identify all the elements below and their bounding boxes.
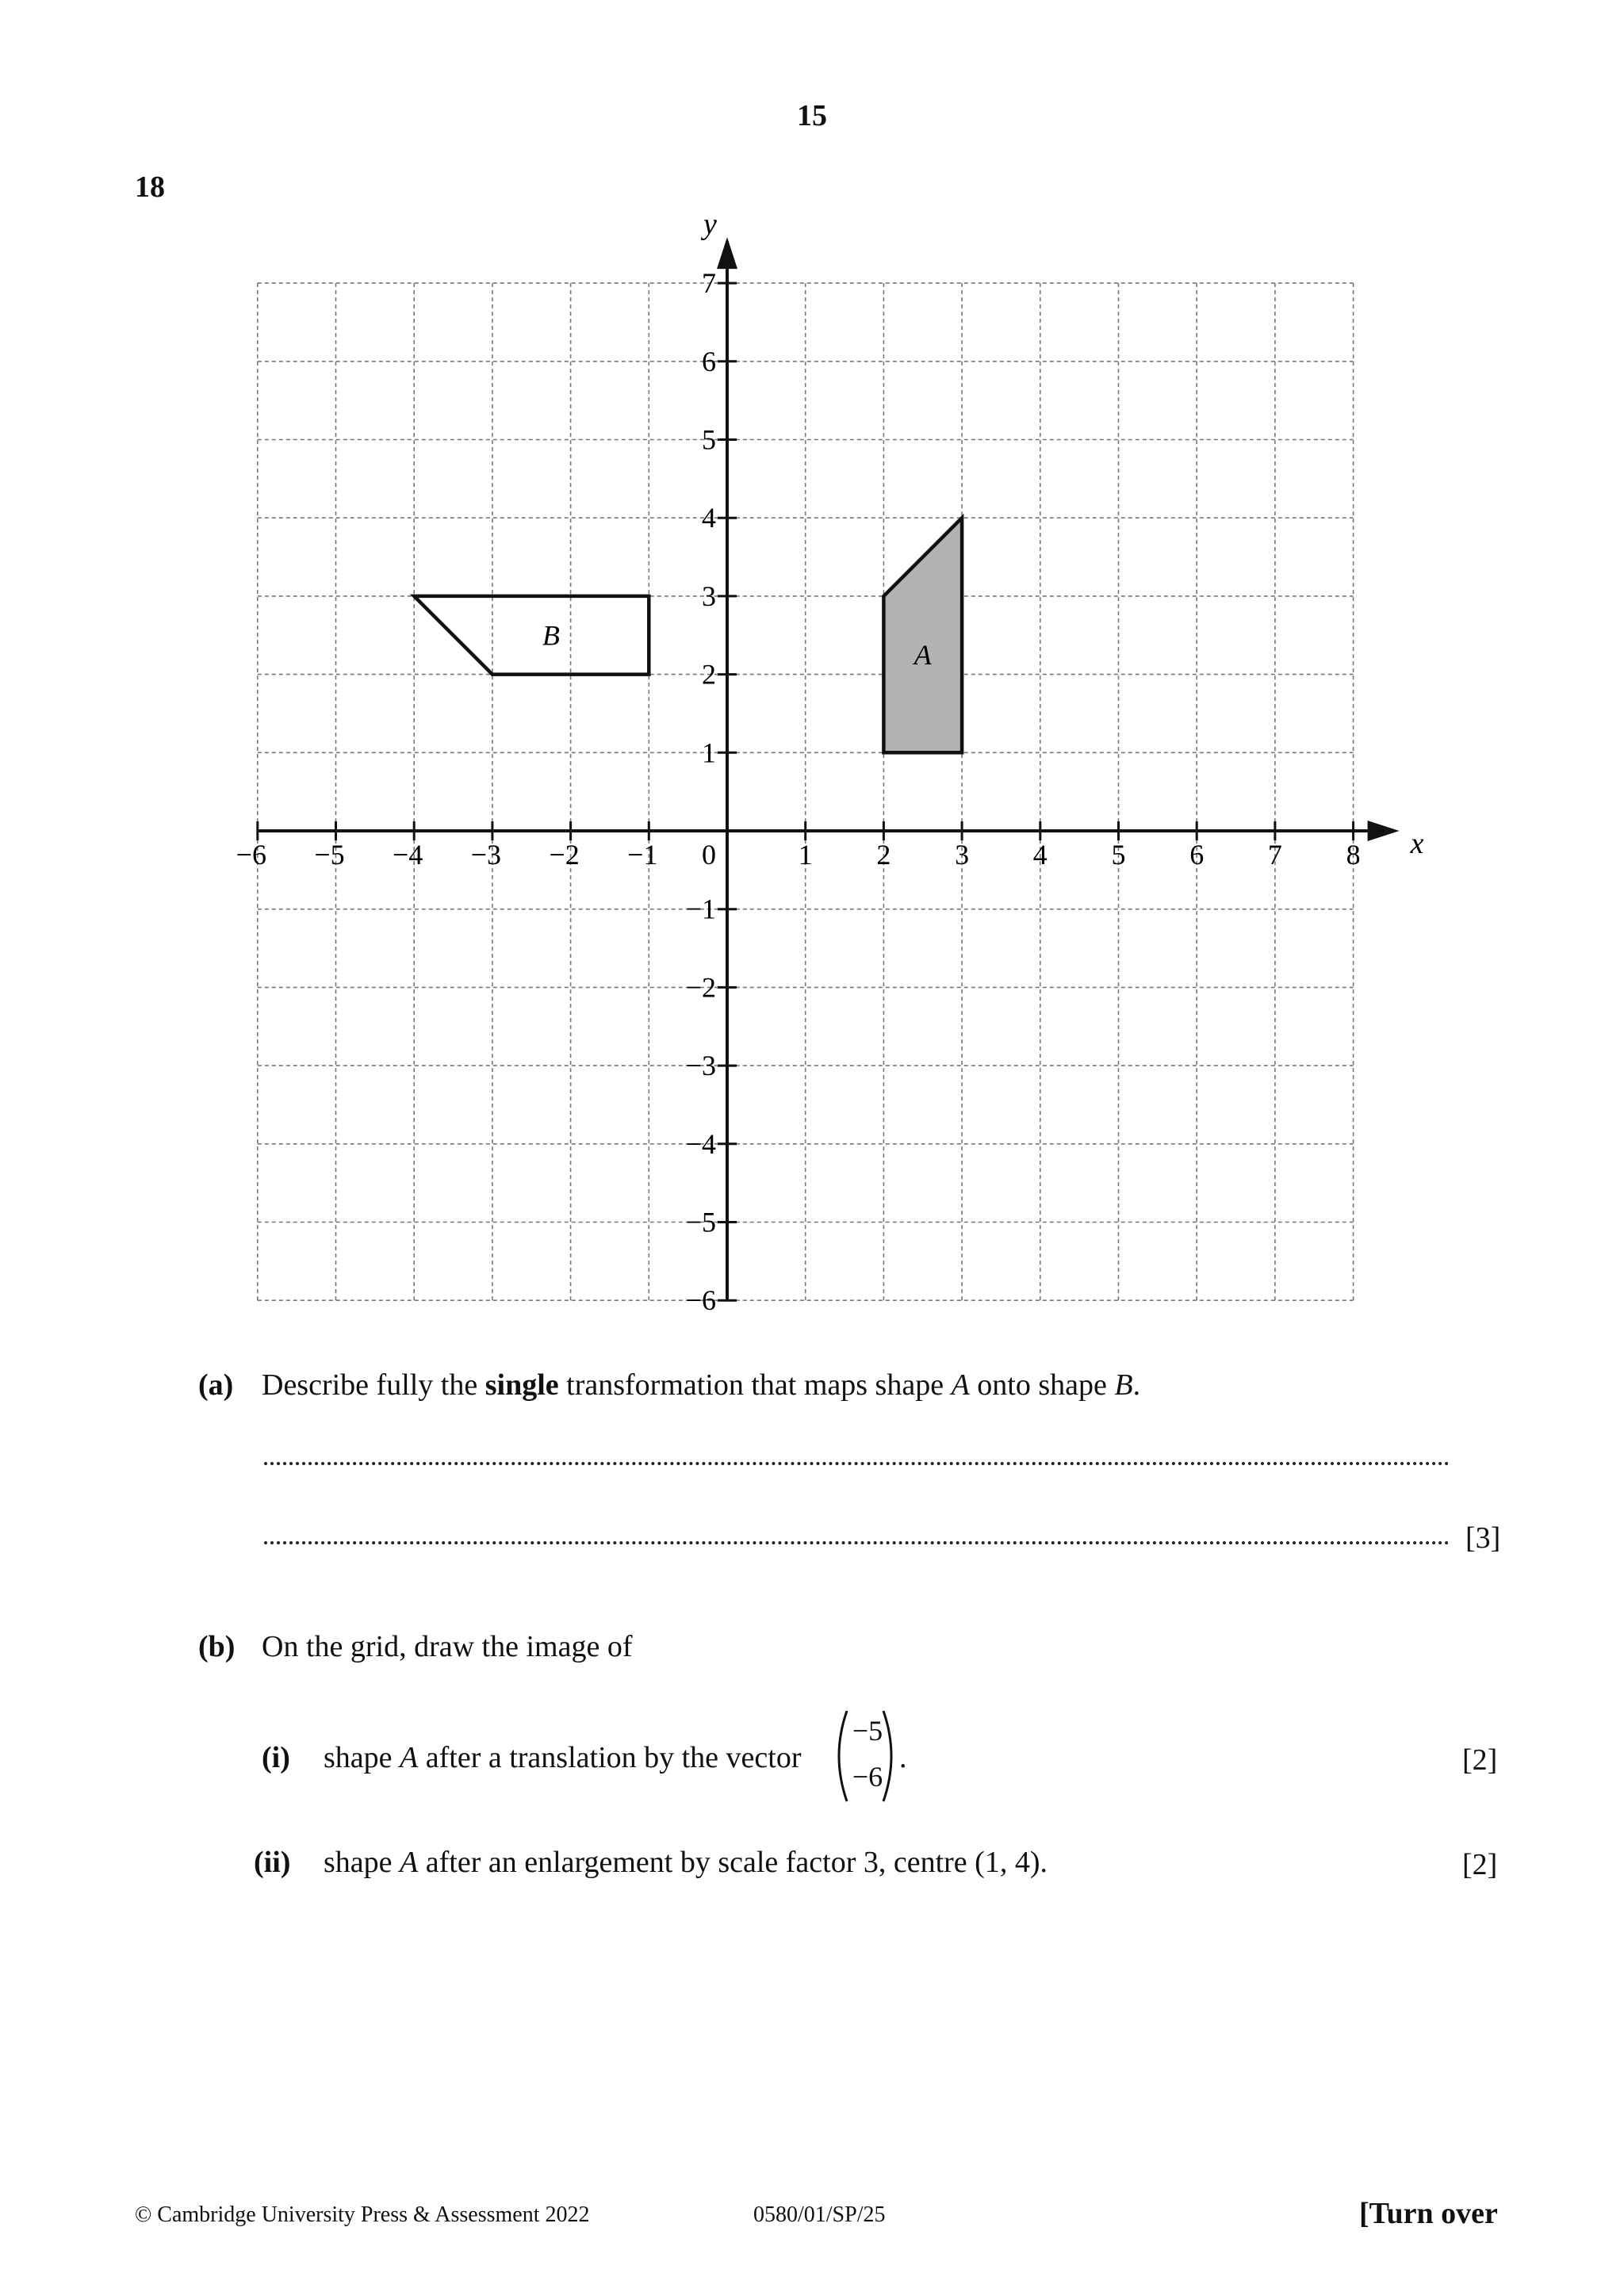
- footer-copyright: © Cambridge University Press & Assessment 2022: [135, 2202, 590, 2227]
- x-tick-label: 4: [1032, 839, 1048, 871]
- x-tick-label: 3: [955, 839, 970, 871]
- part-b-ii-text: shape A after an enlargement by scale factor 3, centre (1, 4).: [324, 1846, 1048, 1879]
- part-a-shape-b: B: [1114, 1368, 1133, 1402]
- x-axis-arrow: [1368, 821, 1400, 841]
- shape-label-a: A: [914, 638, 932, 671]
- y-tick-label: 6: [702, 345, 716, 377]
- part-a-label: (a): [198, 1368, 234, 1402]
- x-tick-label: −2: [549, 839, 580, 871]
- y-tick-label: −2: [685, 971, 716, 1004]
- footer-code: 0580/01/SP/25: [753, 2202, 886, 2227]
- x-tick-label: −5: [314, 839, 345, 871]
- y-tick-label: 5: [702, 423, 716, 456]
- x-tick-label: −3: [470, 839, 502, 871]
- x-tick-label: 8: [1346, 839, 1361, 871]
- y-tick-label: 4: [702, 502, 716, 534]
- y-tick-label: −4: [685, 1127, 716, 1160]
- shape-b: [414, 596, 649, 675]
- part-a-question: Describe fully the single transformation that maps shape A onto shape B.: [262, 1368, 1141, 1402]
- part-a-marks: [3]: [1465, 1521, 1501, 1555]
- y-tick-label: 2: [702, 658, 716, 691]
- x-tick-label: −4: [393, 839, 423, 871]
- turn-over: [Turn over: [1359, 2197, 1498, 2230]
- y-axis-label: y: [703, 208, 717, 242]
- x-axis-label: x: [1410, 827, 1424, 860]
- part-b-question: On the grid, draw the image of: [262, 1630, 633, 1663]
- y-tick-label: −6: [685, 1284, 716, 1317]
- part-b-i-end: .: [899, 1741, 907, 1774]
- answer-line-2[interactable]: [264, 1541, 1450, 1544]
- x-tick-label: 2: [876, 839, 891, 871]
- y-tick-label: −1: [685, 893, 716, 925]
- x-tick-label: 5: [1111, 839, 1126, 871]
- question-number: 18: [135, 170, 165, 204]
- shapes: [414, 518, 962, 752]
- y-tick-label: −3: [685, 1050, 716, 1082]
- translation-vector: [834, 1705, 898, 1808]
- page-number: 15: [797, 99, 827, 132]
- x-tick-label: −6: [236, 839, 266, 871]
- shape-label-b: B: [542, 619, 560, 652]
- part-b-label: (b): [198, 1630, 236, 1663]
- vector-top: −5: [852, 1715, 883, 1747]
- x-tick-label: 1: [798, 839, 813, 871]
- grid-lines: [258, 283, 1354, 1300]
- x-tick-label: 7: [1267, 839, 1282, 871]
- part-a-shape-a: A: [951, 1368, 970, 1402]
- y-tick-label: 1: [702, 737, 716, 769]
- y-tick-label: 7: [702, 267, 716, 300]
- answer-line-1[interactable]: [264, 1462, 1450, 1465]
- axes: [258, 237, 1400, 1300]
- vector-bottom: −6: [852, 1761, 883, 1793]
- part-b-i-marks: [2]: [1462, 1743, 1498, 1777]
- part-b-ii-marks: [2]: [1462, 1848, 1498, 1881]
- part-b-i-text: shape A after a translation by the vector: [324, 1741, 802, 1774]
- y-tick-label: −5: [685, 1206, 716, 1238]
- part-a-emphasis: single: [485, 1368, 559, 1402]
- x-tick-label: 6: [1189, 839, 1205, 871]
- shape-a: [883, 518, 962, 752]
- x-tick-label: −1: [627, 839, 658, 871]
- origin-label: 0: [702, 839, 716, 871]
- y-axis-arrow: [717, 237, 737, 269]
- part-b-ii-label: (ii): [254, 1846, 291, 1879]
- y-tick-label: 3: [702, 580, 716, 612]
- part-b-i-label: (i): [262, 1741, 290, 1774]
